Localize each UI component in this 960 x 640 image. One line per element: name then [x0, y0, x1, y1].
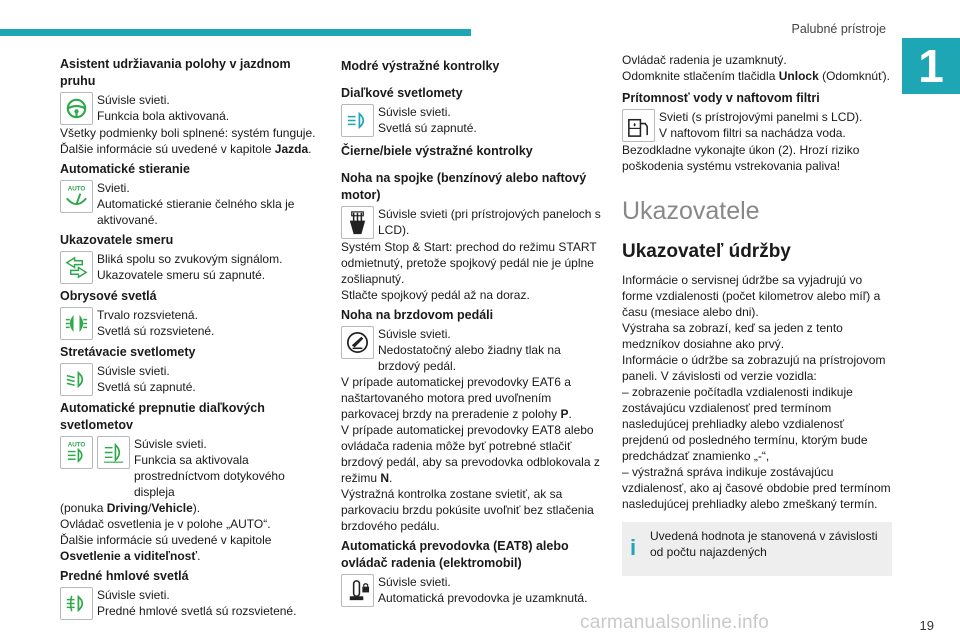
watermark: carmanualsonline.info: [580, 612, 770, 633]
section-title: Palubné prístroje: [791, 22, 886, 36]
info-note: [622, 522, 892, 576]
maintenance-para4: – zobrazenie počítadla vzdialenosti indikuje zostávajúcu vzdialenosť pred termínom nasledujúcej prehliadky alebo vzdialenosť prejdenú od posledného termínu, ktorým bude predchádzať znamienko „-“,: [622, 385, 868, 463]
heading-water-in-diesel: Prítomnosť vody v naftovom filtri: [622, 91, 820, 105]
high-beam-assist-icon: [97, 436, 130, 469]
foot-clutch-line1: Súvisle svieti (pri prístrojových paneloch s LCD).: [378, 207, 601, 237]
auto-high-beam-para1: (ponuka Driving/Vehicle).: [60, 501, 201, 515]
svg-text:AUTO: AUTO: [67, 441, 86, 449]
lane-assist-para2: Ďalšie informácie sú uvedené v kapitole Jazda.: [60, 142, 312, 156]
heading-high-beam: Diaľkové svetlomety: [341, 86, 463, 100]
sidelights-icon: [60, 307, 93, 340]
heading-turn-signals: Ukazovatele smeru: [60, 233, 174, 247]
maintenance-indicator-title: Ukazovateľ údržby: [622, 241, 791, 262]
svg-text:AUTO: AUTO: [67, 185, 86, 193]
gearbox-lock-line1: Súvisle svieti.: [378, 575, 451, 589]
water-in-diesel-para1: Bezodkladne vykonajte úkon (2). Hrozí riziko poškodenia systému vstrekovania paliva!: [622, 143, 860, 173]
maintenance-para2: Výstraha sa zobrazí, keď sa jeden z tento medzníkov dosiahne ako prvý.: [622, 321, 843, 351]
auto-wipe-line1: Svieti.: [97, 181, 130, 195]
heading-black-white-warnings: Čierne/biele výstražné kontrolky: [341, 144, 533, 158]
turn-signal-row: [60, 251, 322, 284]
auto-high-beam-row: [60, 436, 322, 500]
gearbox-lock-row: [341, 574, 605, 607]
lane-assist-line2: Funkcia bola aktivovaná.: [97, 109, 230, 123]
front-fog-icon: [60, 587, 93, 620]
lane-assist-para1: Všetky podmienky boli splnené: systém funguje.: [60, 126, 316, 140]
heading-dipped-beam: Stretávacie svetlomety: [60, 345, 196, 359]
lane-assist-line1: Súvisle svieti.: [97, 93, 170, 107]
chapter-section-title: Ukazovatele: [622, 197, 760, 225]
foot-clutch-para2: Stlačte spojkový pedál až na doraz.: [341, 288, 530, 302]
page-number: 19: [919, 618, 934, 633]
auto-high-beam-line2: Funkcia sa aktivovala prostredníctvom dotykového displeja: [134, 453, 285, 499]
front-fog-line2: Predné hmlové svetlá sú rozsvietené.: [97, 604, 297, 618]
info-note-text: Uvedená hodnota je stanovená v závislosti od počtu najazdených: [650, 529, 878, 559]
gear-selector-intro2: Odomknite stlačením tlačidla Unlock (Odomknúť).: [622, 69, 890, 83]
lane-assist-row: [60, 92, 322, 125]
high-beam-icon: [341, 104, 374, 137]
foot-brake-para3: Výstražná kontrolka zostane svietiť, ak sa parkovaciu brzdu pokúsite uvoľniť bez stlačenia brzdového pedálu.: [341, 487, 594, 533]
turn-signal-icon: [60, 251, 93, 284]
high-beam-line2: Svetlá sú zapnuté.: [378, 121, 477, 135]
dipped-beam-row: [60, 363, 322, 396]
foot-brake-para1: V prípade automatickej prevodovky EAT6 a naštartovaného motora pred uvoľnením parkovacej brzdy na preradenie z polohy P.: [341, 375, 572, 421]
maintenance-para3: Informácie o údržbe sa zobrazujú na prístrojovom paneli. V závislosti od verzie vozidla:: [622, 353, 886, 383]
column-2: [341, 52, 605, 607]
heading-lane-assist: Asistent udržiavania polohy v jazdnom pruhu: [60, 57, 291, 88]
water-in-diesel-line1: Svieti (s prístrojovými panelmi s LCD).: [659, 110, 863, 124]
gear-selector-intro1: Ovládač radenia je uzamknutý.: [622, 53, 787, 67]
maintenance-para5: – výstražná správa indikuje zostávajúcu vzdialenosť, ako aj časové obdobie pred termínom nasledujúcej prehliadky alebo zmeškaný termín.: [622, 465, 891, 511]
foot-brake-row: [341, 326, 605, 374]
foot-brake-icon: [341, 326, 374, 359]
auto-wipe-row: [60, 180, 322, 228]
foot-clutch-icon: [341, 206, 374, 239]
sidelights-line2: Svetlá sú rozsvietené.: [97, 324, 215, 338]
auto-wiper-icon: [60, 180, 93, 213]
turn-signal-line1: Bliká spolu so zvukovým signálom.: [97, 252, 283, 266]
auto-high-beam-line1: Súvisle svieti.: [134, 437, 207, 451]
maintenance-para1: Informácie o servisnej údržbe sa vyjadrujú vo forme vzdialenosti (počet kilometrov alebo míľ) a času (mesiace alebo dni).: [622, 273, 881, 319]
info-icon: i: [630, 535, 637, 560]
turn-signal-line2: Ukazovatele smeru sú zapnuté.: [97, 268, 266, 282]
foot-brake-line1: Súvisle svieti.: [378, 327, 451, 341]
column-1: [60, 52, 322, 620]
water-in-diesel-line2: V naftovom filtri sa nachádza voda.: [659, 126, 846, 140]
front-fog-row: [60, 587, 322, 620]
auto-high-beam-para2: Ovládač osvetlenia je v polohe „AUTO“.: [60, 517, 271, 531]
heading-auto-high-beam: Automatické prepnutie diaľkových svetlometov: [60, 401, 265, 432]
heading-front-fog: Predné hmlové svetlá: [60, 569, 189, 583]
gearbox-lock-line2: Automatická prevodovka je uzamknutá.: [378, 591, 588, 605]
header-accent-bar: [0, 29, 471, 36]
steering-wheel-icon: [60, 92, 93, 125]
heading-gearbox-lock: Automatická prevodovka (EAT8) alebo ovládač radenia (elektromobil): [341, 539, 569, 570]
foot-brake-para2: V prípade automatickej prevodovky EAT8 alebo ovládača radenia môže byť potrebné stlačiť brzdový pedál, aby sa prevodovka odblokovala z režimu N.: [341, 423, 600, 485]
water-in-diesel-row: [622, 109, 892, 142]
dipped-beam-line1: Súvisle svieti.: [97, 364, 170, 378]
dipped-beam-icon: [60, 363, 93, 396]
column-3: [622, 52, 892, 576]
auto-wipe-line2: Automatické stieranie čelného skla je aktivované.: [97, 197, 295, 227]
front-fog-line1: Súvisle svieti.: [97, 588, 170, 602]
heading-auto-wipe: Automatické stieranie: [60, 162, 190, 176]
auto-high-beam-para3: Ďalšie informácie sú uvedené v kapitole Osvetlenie a viditeľnosť.: [60, 533, 272, 563]
heading-foot-clutch: Noha na spojke (benzínový alebo naftový motor): [341, 171, 587, 202]
foot-brake-line2: Nedostatočný alebo žiadny tlak na brzdový pedál.: [378, 343, 561, 373]
gearbox-lock-icon: [341, 574, 374, 607]
sidelights-row: [60, 307, 322, 340]
foot-clutch-row: [341, 206, 605, 239]
chapter-tab: 1: [902, 38, 960, 94]
heading-sidelights: Obrysové svetlá: [60, 289, 157, 303]
auto-high-beam-icon: [60, 436, 93, 469]
water-in-diesel-icon: [622, 109, 655, 142]
heading-foot-brake: Noha na brzdovom pedáli: [341, 308, 494, 322]
heading-blue-warnings: Modré výstražné kontrolky: [341, 59, 500, 73]
foot-clutch-para1: Systém Stop & Start: prechod do režimu START odmietnutý, pretože spojkový pedál nie je úplne zošliapnutý.: [341, 240, 597, 286]
dipped-beam-line2: Svetlá sú zapnuté.: [97, 380, 196, 394]
high-beam-line1: Súvisle svieti.: [378, 105, 451, 119]
high-beam-row: [341, 104, 605, 137]
sidelights-line1: Trvalo rozsvietená.: [97, 308, 198, 322]
